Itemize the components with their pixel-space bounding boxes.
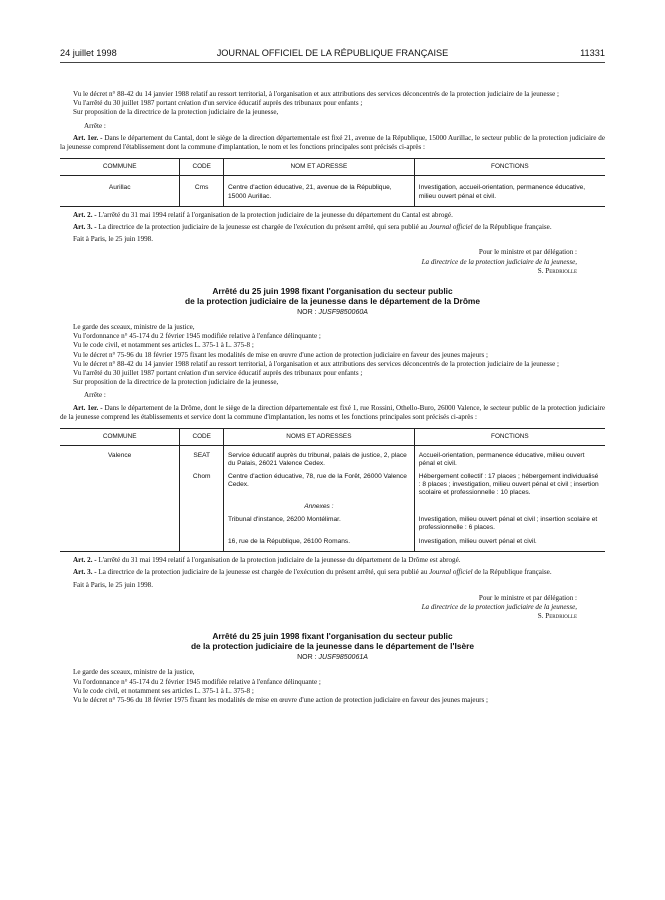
cell-code: SEAT — [180, 446, 224, 471]
nor-code: JUSF9850061A — [318, 654, 368, 662]
article-text: de la République française. — [472, 223, 552, 232]
visa: Vu le décret n° 75-96 du 18 février 1975 fixant les modalités de mise en œuvre d'une action de protection judiciaire en faveur des jeunes majeurs ; — [73, 695, 488, 704]
nor-label: NOR : — [297, 309, 317, 317]
visa: Vu l'ordonnance n° 45-174 du 2 février 1945 modifiée relative à l'enfance délinquante ; — [73, 677, 321, 686]
article-2 — [60, 556, 605, 565]
nor-reference — [60, 653, 605, 662]
column-header: CODE — [180, 159, 224, 176]
intro-line: Le garde des sceaux, ministre de la justice, — [73, 668, 195, 677]
signature-role: La directrice de la protection judiciaire de la jeunesse, — [421, 257, 577, 266]
column-header: COMMUNE — [60, 159, 180, 176]
cell-functions: Hébergement collectif : 17 places ; hébergement individualisé : 8 places ; investigation, milieu ouvert pénal et civil ; insertion scolaire et professionnelle : 10 places. — [414, 471, 605, 500]
article-text: Dans le département de la Drôme, dont le siège de la direction départementale est fixé 1, rue Rossini, Othello-Buro, 26000 Valence, le secteur public de la protection judiciaire de la jeunesse comprend les établissements et service dont la commune d'implantation, les noms et les fonctions principales sont précisés ci-après : — [60, 403, 605, 421]
decree-drome — [60, 286, 605, 621]
header-date: 24 juillet 1998 — [60, 48, 117, 58]
article-text: Dans le département du Cantal, dont le siège de la direction départementale est fixé 21, avenue de la République, 15000 Aurillac, le secteur public de la protection judiciaire de la jeunesse comprend l'établissement dont la commune d'implantation, le nom et les fonctions principales sont précisés ci-après : — [60, 133, 605, 152]
visa: Vu le décret n° 75-96 du 18 février 1975 fixant les modalités de mise en œuvre d'une action de protection judiciaire en faveur des jeunes majeurs ; — [73, 350, 488, 359]
decree-cantal — [60, 90, 605, 276]
nor-code: JUSF9850060A — [318, 309, 368, 317]
establishments-table — [60, 428, 605, 552]
page-header — [60, 48, 605, 63]
nor-label: NOR : — [297, 654, 317, 662]
journal-officiel-ref: Journal officiel — [429, 223, 473, 232]
article-text: La directrice de la protection judiciaire de la jeunesse est chargée de l'exécution du présent arrêté, qui sera publié au — [96, 223, 430, 232]
column-header: FONCTIONS — [414, 159, 605, 176]
article-label: Art. 1er. - — [73, 403, 103, 412]
article-label: Art. 2. - — [73, 556, 97, 565]
article-text: L'arrêté du 31 mai 1994 relatif à l'organisation de la protection judiciaire de la jeunesse du département de la Drôme est abrogé. — [96, 556, 461, 565]
article-text: L'arrêté du 31 mai 1994 relatif à l'organisation de la protection judiciaire de la jeunesse du département du Cantal est abrogé. — [96, 210, 453, 219]
signature-block — [60, 594, 605, 622]
decree-title: de la protection judiciaire de la jeunesse dans le département de l'Isère — [190, 641, 475, 652]
decree-title: Arrêté du 25 juin 1998 fixant l'organisation du secteur public — [212, 286, 453, 297]
decree-title: Arrêté du 25 juin 1998 fixant l'organisation du secteur public — [212, 631, 453, 642]
column-header: COMMUNE — [60, 429, 180, 446]
article-label: Art. 1er. - — [73, 133, 103, 142]
article-1 — [60, 404, 605, 422]
fait-a-paris: Fait à Paris, le 25 juin 1998. — [73, 580, 153, 589]
column-header: NOM ET ADRESSE — [223, 159, 414, 176]
nor-reference — [60, 308, 605, 317]
cell-address: 16, rue de la République, 26100 Romans. — [223, 534, 414, 552]
visa: Sur proposition de la directrice de la protection judiciaire de la jeunesse, — [73, 378, 279, 387]
column-header: FONCTIONS — [414, 429, 605, 446]
article-text: La directrice de la protection judiciaire de la jeunesse est chargée de l'exécution du présent arrêté, qui sera publié au — [96, 568, 430, 577]
table-row — [60, 176, 605, 206]
table-row — [60, 471, 605, 500]
signature-name: S. Perdriolle — [537, 266, 577, 275]
cell-commune: Valence — [108, 452, 132, 460]
column-header: CODE — [180, 429, 224, 446]
header-page-number: 11331 — [580, 48, 605, 58]
article-3 — [60, 568, 605, 577]
article-text: de la République française. — [472, 568, 552, 577]
signature-name: S. Perdriolle — [537, 612, 577, 621]
cell-commune — [60, 471, 180, 500]
cell-functions: Investigation, milieu ouvert pénal et civil ; insertion scolaire et professionnelle : 6 places. — [414, 514, 605, 534]
establishments-table — [60, 158, 605, 207]
arrete-label: Arrête : — [84, 391, 106, 400]
table-row-annexes — [60, 499, 605, 513]
visa: Vu l'arrêté du 30 juillet 1987 portant création d'un service éducatif auprès des tribunaux pour enfants ; — [73, 369, 363, 378]
decree-title: de la protection judiciaire de la jeunesse dans le département de la Drôme — [184, 296, 481, 307]
cell-functions: Investigation, milieu ouvert pénal et civil. — [414, 534, 605, 552]
visa: Vu le code civil, et notamment ses articles L. 375-1 à L. 375-8 ; — [73, 341, 254, 350]
fait-a-paris: Fait à Paris, le 25 juin 1998. — [73, 235, 153, 244]
header-journal-title: JOURNAL OFFICIEL DE LA RÉPUBLIQUE FRANÇAISE — [216, 48, 449, 58]
page-body — [60, 90, 605, 705]
visa: Vu l'ordonnance n° 45-174 du 2 février 1945 modifiée relative à l'enfance délinquante ; — [73, 332, 321, 341]
cell-code: Chom — [180, 471, 224, 500]
cell-functions: Accueil-orientation, permanence éducative, milieu ouvert pénal et civil. — [414, 446, 605, 471]
cell-address: Service éducatif auprès du tribunal, palais de justice, 2, place du Palais, 26021 Valence Cedex. — [223, 446, 414, 471]
cell-address: Centre d'action éducative, 78, rue de la Forêt, 26000 Valence Cedex. — [223, 471, 414, 500]
visa: Vu le code civil, et notamment ses articles L. 375-1 à L. 375-8 ; — [73, 686, 254, 695]
article-1 — [60, 134, 605, 152]
signature-delegation: Pour le ministre et par délégation : — [478, 593, 577, 602]
cell-code: Cms — [180, 176, 224, 206]
signature-role: La directrice de la protection judiciaire de la jeunesse, — [421, 602, 577, 611]
arrete-label: Arrête : — [84, 121, 106, 130]
article-3 — [60, 223, 605, 232]
article-2 — [60, 211, 605, 220]
article-label: Art. 2. - — [73, 210, 97, 219]
intro-line: Le garde des sceaux, ministre de la justice, — [73, 323, 195, 332]
table-row — [60, 534, 605, 552]
column-header: NOMS ET ADRESSES — [223, 429, 414, 446]
visa: Vu le décret n° 88-42 du 14 janvier 1988 relatif au ressort territorial, à l'organisation et aux attributions des services déconcentrés de la protection judiciaire de la jeunesse ; — [73, 359, 559, 368]
article-label: Art. 3. - — [73, 223, 97, 232]
cell-functions: Investigation, accueil-orientation, permanence éducative, milieu ouvert pénal et civil. — [414, 176, 605, 206]
visa: Sur proposition de la directrice de la protection judiciaire de la jeunesse, — [73, 108, 279, 117]
signature-delegation: Pour le ministre et par délégation : — [478, 248, 577, 257]
journal-officiel-ref: Journal officiel — [429, 568, 473, 577]
signature-block — [60, 248, 605, 276]
table-row — [60, 446, 605, 471]
table-row — [60, 514, 605, 534]
visa: Vu le décret n° 88-42 du 14 janvier 1988 relatif au ressort territorial, à l'organisation et aux attributions des services déconcentrés de la protection judiciaire de la jeunesse ; — [73, 90, 559, 98]
decree-isere — [60, 631, 605, 705]
cell-address: Tribunal d'instance, 26200 Montélimar. — [223, 514, 414, 534]
cell-commune: Aurillac — [60, 176, 180, 206]
annexes-label: Annexes : — [223, 499, 414, 513]
visa: Vu l'arrêté du 30 juillet 1987 portant création d'un service éducatif auprès des tribunaux pour enfants ; — [73, 99, 363, 108]
article-label: Art. 3. - — [73, 568, 97, 577]
cell-address: Centre d'action éducative, 21, avenue de la République, 15000 Aurillac. — [223, 176, 414, 206]
